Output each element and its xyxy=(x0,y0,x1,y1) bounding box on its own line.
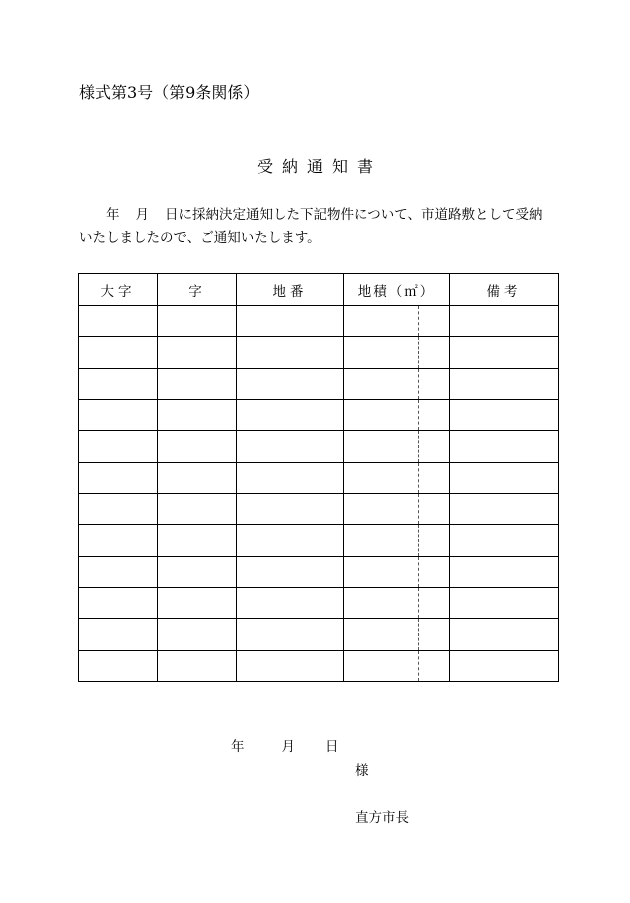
issuer-name: 直方市長 xyxy=(355,810,409,826)
cell-aza xyxy=(158,493,237,524)
cell-area-decimal xyxy=(419,431,450,462)
cell-oaza xyxy=(79,368,158,399)
cell-aza xyxy=(158,462,237,493)
cell-chiban xyxy=(237,587,344,618)
cell-remarks xyxy=(450,650,559,681)
table-row xyxy=(79,306,559,337)
cell-remarks xyxy=(450,587,559,618)
cell-oaza xyxy=(79,525,158,556)
cell-chiban xyxy=(237,399,344,430)
cell-oaza xyxy=(79,399,158,430)
table-row xyxy=(79,650,559,681)
cell-area-integer xyxy=(344,525,419,556)
cell-chiban xyxy=(237,306,344,337)
cell-chiban xyxy=(237,525,344,556)
notice-line-2: いたしましたので、ご通知いたします。 xyxy=(79,230,321,246)
table-header-row xyxy=(79,274,559,306)
notice-body xyxy=(79,204,565,250)
date-day: 日 xyxy=(325,739,339,755)
header-remarks: 備考 xyxy=(450,274,559,306)
table-row xyxy=(79,525,559,556)
cell-oaza xyxy=(79,556,158,587)
cell-oaza xyxy=(79,306,158,337)
cell-chiban xyxy=(237,493,344,524)
form-number-label: 様式第3号（第9条関係） xyxy=(79,83,260,102)
cell-area-decimal xyxy=(419,525,450,556)
cell-area-integer xyxy=(344,431,419,462)
cell-chiban xyxy=(237,337,344,368)
cell-area-integer xyxy=(344,619,419,650)
cell-chiban xyxy=(237,368,344,399)
cell-aza xyxy=(158,306,237,337)
cell-chiban xyxy=(237,431,344,462)
cell-area-integer xyxy=(344,306,419,337)
cell-aza xyxy=(158,650,237,681)
cell-aza xyxy=(158,556,237,587)
cell-oaza xyxy=(79,337,158,368)
cell-remarks xyxy=(450,462,559,493)
cell-area-decimal xyxy=(419,399,450,430)
cell-area-integer xyxy=(344,337,419,368)
cell-area-integer xyxy=(344,493,419,524)
cell-chiban xyxy=(237,650,344,681)
table-row xyxy=(79,337,559,368)
table-row xyxy=(79,368,559,399)
cell-oaza xyxy=(79,493,158,524)
cell-remarks xyxy=(450,337,559,368)
cell-remarks xyxy=(450,431,559,462)
cell-aza xyxy=(158,399,237,430)
parcel-table xyxy=(78,273,559,682)
cell-area-decimal xyxy=(419,493,450,524)
cell-area-decimal xyxy=(419,650,450,681)
cell-chiban xyxy=(237,556,344,587)
cell-area-integer xyxy=(344,650,419,681)
body-year: 年 xyxy=(106,207,120,223)
cell-remarks xyxy=(450,556,559,587)
cell-aza xyxy=(158,431,237,462)
issue-date xyxy=(231,735,339,755)
header-aza: 字 xyxy=(158,274,237,306)
table-row xyxy=(79,556,559,587)
table-row xyxy=(79,619,559,650)
header-area: 地積（㎡） xyxy=(344,274,450,306)
cell-remarks xyxy=(450,368,559,399)
cell-area-integer xyxy=(344,462,419,493)
cell-oaza xyxy=(79,431,158,462)
cell-chiban xyxy=(237,462,344,493)
cell-area-decimal xyxy=(419,619,450,650)
cell-area-integer xyxy=(344,399,419,430)
addressee: 様 xyxy=(355,763,369,779)
document-title: 受納通知書 xyxy=(256,157,382,176)
header-oaza: 大字 xyxy=(79,274,158,306)
cell-remarks xyxy=(450,306,559,337)
cell-area-decimal xyxy=(419,462,450,493)
cell-area-decimal xyxy=(419,306,450,337)
cell-area-decimal xyxy=(419,368,450,399)
header-chiban: 地番 xyxy=(237,274,344,306)
cell-aza xyxy=(158,619,237,650)
table-row xyxy=(79,462,559,493)
cell-remarks xyxy=(450,399,559,430)
cell-oaza xyxy=(79,587,158,618)
table-body xyxy=(79,306,559,682)
cell-area-integer xyxy=(344,368,419,399)
cell-area-integer xyxy=(344,587,419,618)
cell-remarks xyxy=(450,619,559,650)
cell-area-decimal xyxy=(419,587,450,618)
table-row xyxy=(79,587,559,618)
cell-aza xyxy=(158,337,237,368)
notice-line-1 xyxy=(79,204,565,227)
body-month: 月 xyxy=(135,207,149,223)
cell-aza xyxy=(158,525,237,556)
cell-remarks xyxy=(450,525,559,556)
date-year: 年 xyxy=(231,739,245,755)
cell-oaza xyxy=(79,650,158,681)
cell-remarks xyxy=(450,493,559,524)
cell-area-decimal xyxy=(419,337,450,368)
date-month: 月 xyxy=(281,739,295,755)
table-row xyxy=(79,431,559,462)
cell-aza xyxy=(158,587,237,618)
table-row xyxy=(79,493,559,524)
cell-aza xyxy=(158,368,237,399)
cell-chiban xyxy=(237,619,344,650)
table-row xyxy=(79,399,559,430)
cell-area-integer xyxy=(344,556,419,587)
cell-oaza xyxy=(79,462,158,493)
cell-oaza xyxy=(79,619,158,650)
cell-area-decimal xyxy=(419,556,450,587)
body-line1-text: 日に採納決定通知した下記物件について、市道路敷として受納 xyxy=(165,207,543,223)
